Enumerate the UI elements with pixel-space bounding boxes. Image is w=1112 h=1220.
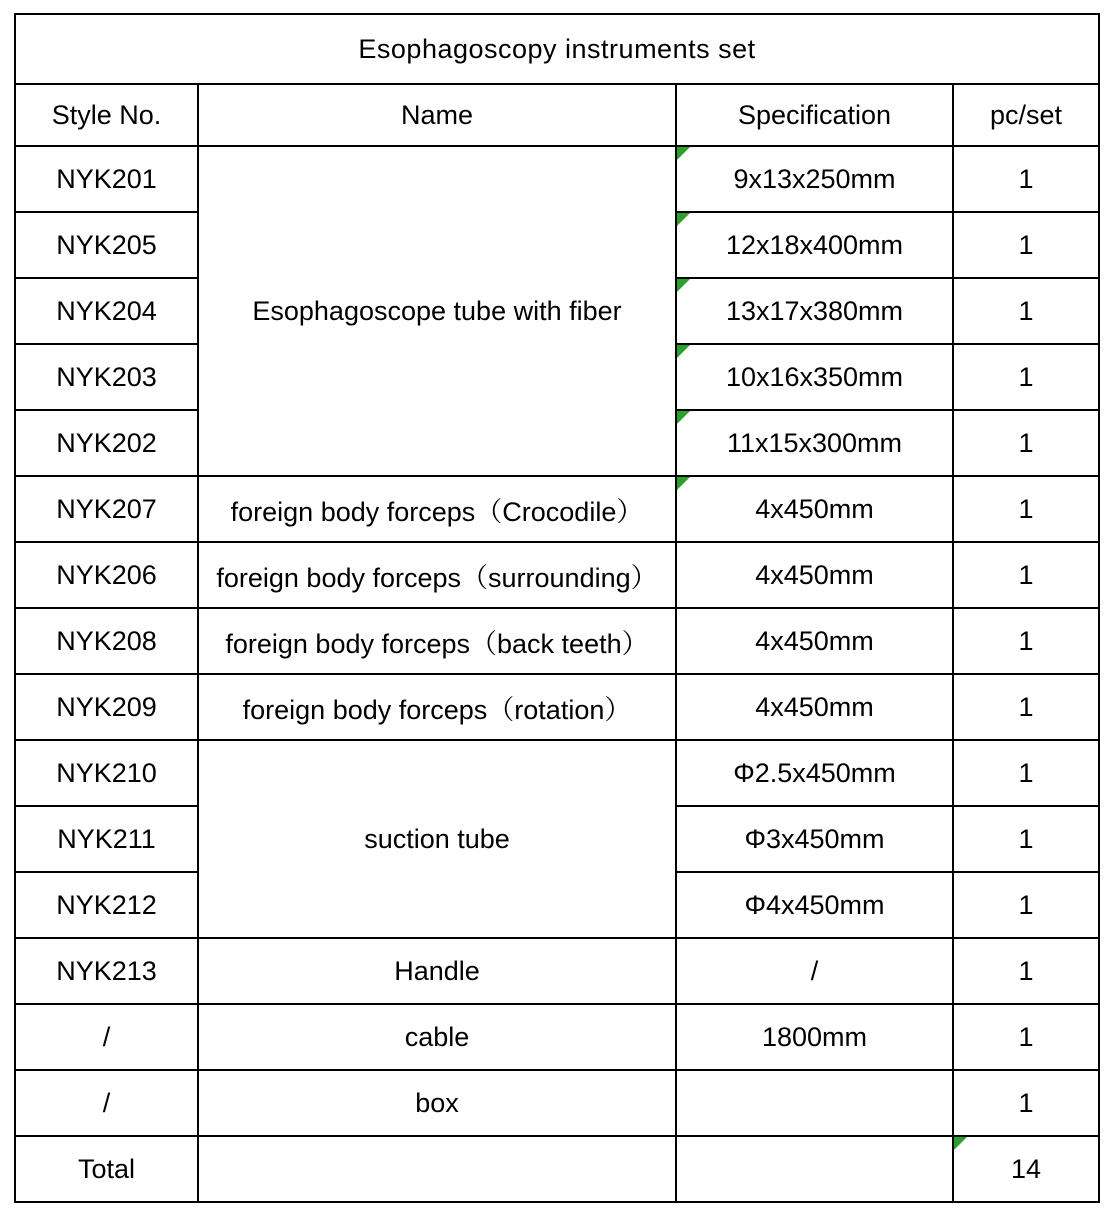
table-row xyxy=(15,608,1099,674)
style-no-cell: NYK201 xyxy=(15,146,198,212)
comment-flag-icon xyxy=(677,213,690,226)
spec-text: 9x13x250mm xyxy=(733,163,896,194)
style-no-cell: NYK203 xyxy=(15,344,198,410)
style-no-cell: NYK208 xyxy=(15,608,198,674)
qty-cell: 1 xyxy=(953,872,1099,938)
name-cell: box xyxy=(198,1070,676,1136)
spec-cell xyxy=(676,476,953,542)
title-row xyxy=(15,14,1099,84)
name-cell-merged-tube: Esophagoscope tube with fiber xyxy=(198,146,676,476)
comment-flag-icon xyxy=(954,1137,967,1150)
spec-text: 11x15x300mm xyxy=(726,427,903,458)
spec-cell xyxy=(676,146,953,212)
spec-cell xyxy=(676,278,953,344)
header-pc-set: pc/set xyxy=(953,84,1099,146)
qty-cell: 1 xyxy=(953,1004,1099,1070)
total-qty-text: 14 xyxy=(1010,1153,1042,1184)
name-cell: cable xyxy=(198,1004,676,1070)
qty-cell: 1 xyxy=(953,608,1099,674)
spec-cell: 4x450mm xyxy=(676,608,953,674)
name-cell: foreign body forceps（surrounding） xyxy=(198,542,676,608)
comment-flag-icon xyxy=(677,477,690,490)
qty-cell: 1 xyxy=(953,1070,1099,1136)
qty-cell: 1 xyxy=(953,278,1099,344)
style-no-cell: NYK212 xyxy=(15,872,198,938)
style-no-cell: NYK211 xyxy=(15,806,198,872)
comment-flag-icon xyxy=(677,345,690,358)
name-cell: foreign body forceps（Crocodile） xyxy=(198,476,676,542)
qty-cell: 1 xyxy=(953,674,1099,740)
qty-cell: 1 xyxy=(953,740,1099,806)
spec-text: 12x18x400mm xyxy=(725,229,904,260)
style-no-cell: NYK213 xyxy=(15,938,198,1004)
header-style-no: Style No. xyxy=(15,84,198,146)
comment-flag-icon xyxy=(677,279,690,292)
header-name: Name xyxy=(198,84,676,146)
name-cell: Handle xyxy=(198,938,676,1004)
table-row xyxy=(15,476,1099,542)
comment-flag-icon xyxy=(677,411,690,424)
style-no-cell: / xyxy=(15,1070,198,1136)
spec-cell: 4x450mm xyxy=(676,674,953,740)
spec-cell-empty xyxy=(676,1136,953,1202)
style-no-cell: NYK206 xyxy=(15,542,198,608)
style-no-cell: NYK204 xyxy=(15,278,198,344)
page-title: Esophagoscopy instruments set xyxy=(15,14,1099,84)
spec-cell: Φ3x450mm xyxy=(676,806,953,872)
instruments-table xyxy=(14,13,1100,1203)
spec-text: 4x450mm xyxy=(755,493,874,524)
total-qty-cell xyxy=(953,1136,1099,1202)
spec-cell: / xyxy=(676,938,953,1004)
spec-cell xyxy=(676,212,953,278)
table-row xyxy=(15,740,1099,806)
comment-flag-icon xyxy=(677,147,690,160)
qty-cell: 1 xyxy=(953,410,1099,476)
style-no-cell: NYK207 xyxy=(15,476,198,542)
name-cell-merged-suction: suction tube xyxy=(198,740,676,938)
table-row xyxy=(15,542,1099,608)
table-row xyxy=(15,146,1099,212)
total-row xyxy=(15,1136,1099,1202)
spec-cell xyxy=(676,410,953,476)
style-no-cell: NYK202 xyxy=(15,410,198,476)
style-no-cell: NYK210 xyxy=(15,740,198,806)
style-no-cell: / xyxy=(15,1004,198,1070)
spec-cell xyxy=(676,344,953,410)
name-cell-empty xyxy=(198,1136,676,1202)
spec-text: 10x16x350mm xyxy=(725,361,904,392)
qty-cell: 1 xyxy=(953,542,1099,608)
table-row xyxy=(15,1070,1099,1136)
qty-cell: 1 xyxy=(953,212,1099,278)
spec-cell: 1800mm xyxy=(676,1004,953,1070)
qty-cell: 1 xyxy=(953,938,1099,1004)
table-row xyxy=(15,674,1099,740)
spec-cell: 4x450mm xyxy=(676,542,953,608)
table-row xyxy=(15,1004,1099,1070)
header-specification: Specification xyxy=(676,84,953,146)
qty-cell: 1 xyxy=(953,476,1099,542)
qty-cell: 1 xyxy=(953,806,1099,872)
table-row xyxy=(15,938,1099,1004)
spec-text: 13x17x380mm xyxy=(725,295,904,326)
total-label-cell: Total xyxy=(15,1136,198,1202)
header-row xyxy=(15,84,1099,146)
qty-cell: 1 xyxy=(953,344,1099,410)
name-cell: foreign body forceps（back teeth） xyxy=(198,608,676,674)
qty-cell: 1 xyxy=(953,146,1099,212)
name-cell: foreign body forceps（rotation） xyxy=(198,674,676,740)
spec-cell: Φ2.5x450mm xyxy=(676,740,953,806)
style-no-cell: NYK209 xyxy=(15,674,198,740)
style-no-cell: NYK205 xyxy=(15,212,198,278)
spec-cell xyxy=(676,1070,953,1136)
spec-cell: Φ4x450mm xyxy=(676,872,953,938)
